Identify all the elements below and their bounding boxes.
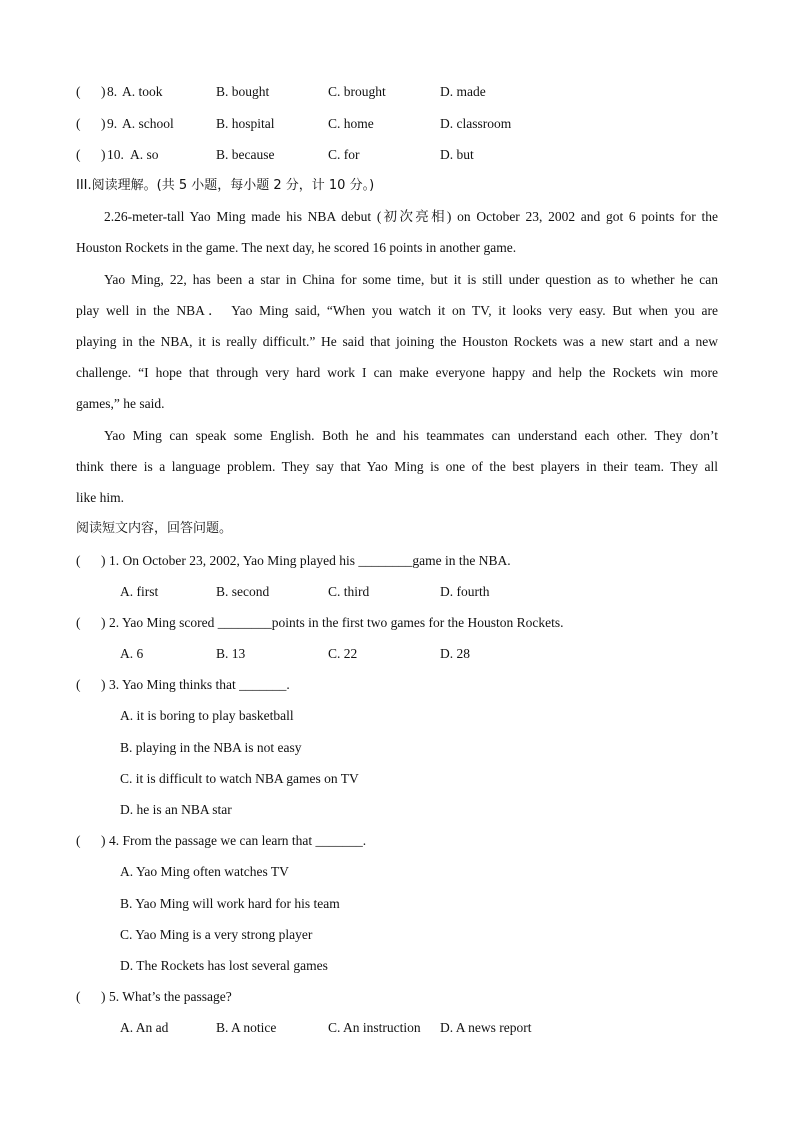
question-text: 4. From the passage we can learn that _______. — [109, 833, 367, 848]
answer-paren-open: ( — [76, 84, 81, 99]
option-a: A. An ad — [120, 1020, 169, 1035]
option-b: B. playing in the NBA is not easy — [120, 740, 302, 755]
option-c: C. home — [328, 116, 374, 131]
question-text: 2. Yao Ming scored ________points in the first two games for the Houston Rockets. — [109, 615, 564, 630]
answer-paren-open: ( — [76, 833, 81, 848]
option-d: D. 28 — [440, 646, 470, 661]
option-b: B. because — [216, 147, 275, 162]
option-d: D. The Rockets has lost several games — [120, 958, 328, 973]
answer-paren-close: ) — [101, 615, 106, 630]
passage-line: Yao Ming can speak some English. Both he and his teammates can understand each other. They don’t — [104, 428, 718, 443]
passage-line: games,” he said. — [76, 396, 165, 411]
answer-paren-close: ) — [101, 116, 106, 131]
question-number: 10. — [107, 147, 124, 162]
passage-line: 2.26-meter-tall Yao Ming made his NBA debut (初次亮相) on October 23, 2002 and got 6 points for the — [104, 209, 718, 224]
passage-line: Yao Ming, 22, has been a star in China for some time, but it is still under question as to whether he can — [104, 272, 718, 287]
answer-paren-open: ( — [76, 147, 81, 162]
passage-line: Houston Rockets in the game. The next day, he scored 16 points in another game. — [76, 240, 517, 255]
option-a: A. school — [122, 116, 174, 131]
option-d: D. A news report — [440, 1020, 532, 1035]
passage-line: challenge. “I hope that through very hard work I can make everyone happy and help the Rockets win more — [76, 365, 718, 380]
option-a: A. 6 — [120, 646, 144, 661]
option-b: B. A notice — [216, 1020, 277, 1035]
answer-paren-close: ) — [101, 989, 106, 1004]
answer-paren-open: ( — [76, 677, 81, 692]
option-b: B. Yao Ming will work hard for his team — [120, 896, 340, 911]
option-b: B. 13 — [216, 646, 246, 661]
option-a: A. Yao Ming often watches TV — [120, 864, 289, 879]
answer-paren-close: ) — [101, 677, 106, 692]
option-b: B. hospital — [216, 116, 275, 131]
passage-line: playing in the NBA, it is really difficult.” He said that joining the Houston Rockets was a new start and a new — [76, 334, 718, 349]
question-text: 1. On October 23, 2002, Yao Ming played his ________game in the NBA. — [109, 553, 511, 568]
reading-instruction: 阅读短文内容，回答问题。 — [76, 521, 233, 536]
option-d: D. made — [440, 84, 486, 99]
option-a: A. took — [122, 84, 163, 99]
option-c: C. for — [328, 147, 360, 162]
option-c: C. it is difficult to watch NBA games on TV — [120, 771, 359, 786]
answer-paren-close: ) — [101, 833, 106, 848]
passage-line: play well in the NBA． Yao Ming said, “When you watch it on TV, it looks very easy. But when you are — [76, 303, 718, 318]
option-b: B. bought — [216, 84, 270, 99]
question-text: 5. What’s the passage? — [109, 989, 232, 1004]
option-c: C. 22 — [328, 646, 358, 661]
answer-paren-close: ) — [101, 147, 106, 162]
question-text: 3. Yao Ming thinks that _______. — [109, 677, 290, 692]
answer-paren-open: ( — [76, 989, 81, 1004]
option-d: D. he is an NBA star — [120, 802, 232, 817]
answer-paren-open: ( — [76, 116, 81, 131]
option-c: C. brought — [328, 84, 386, 99]
option-a: A. it is boring to play basketball — [120, 708, 294, 723]
option-d: D. fourth — [440, 584, 490, 599]
option-c: C. third — [328, 584, 370, 599]
option-a: A. first — [120, 584, 159, 599]
option-c: C. An instruction — [328, 1020, 421, 1035]
passage-line: like him. — [76, 490, 124, 505]
question-number: 8. — [107, 84, 118, 99]
question-number: 9. — [107, 116, 118, 131]
option-d: D. but — [440, 147, 474, 162]
passage-line: think there is a language problem. They say that Yao Ming is one of the best players in their team. They all — [76, 459, 718, 474]
answer-paren-open: ( — [76, 615, 81, 630]
option-c: C. Yao Ming is a very strong player — [120, 927, 313, 942]
answer-paren-close: ) — [101, 84, 106, 99]
section-heading: III.阅读理解。(共 5 小题，每小题 2 分，计 10 分。) — [76, 178, 375, 193]
answer-paren-close: ) — [101, 553, 106, 568]
answer-paren-open: ( — [76, 553, 81, 568]
option-b: B. second — [216, 584, 270, 599]
option-d: D. classroom — [440, 116, 512, 131]
option-a: A. so — [130, 147, 159, 162]
